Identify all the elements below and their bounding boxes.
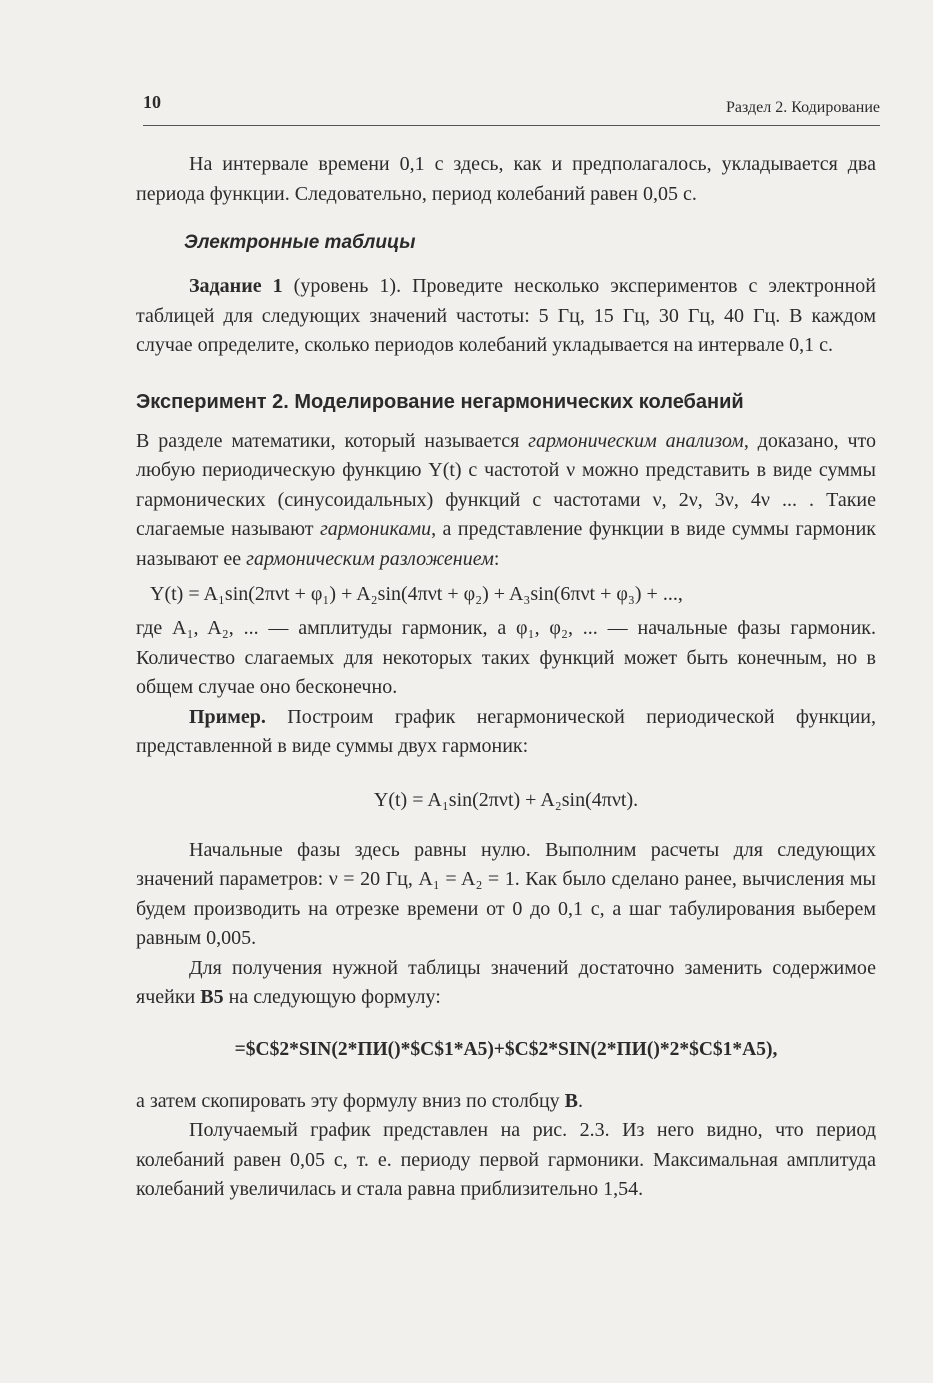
where-paragraph: где A₁, A₂, ... — амплитуды гармоник, а φ₁, φ₂, ... — начальные фазы гармоник. Количество слагаемых для некоторых таких функций может быть конечным, но в общем случае оно бесконечно.	[136, 617, 876, 698]
text-run: а затем скопировать эту формулу вниз по столбцу	[136, 1089, 565, 1112]
term-decomposition: гармоническим разложением	[246, 547, 494, 570]
fourier-series-formula: Y(t) = A₁sin(2πνt + φ₁) + A₂sin(4πνt + φ₂) + A₃sin(6πνt + φ₃) + ...,	[150, 583, 683, 605]
example-paragraph	[136, 703, 876, 762]
section-heading-spreadsheets: Электронные таблицы	[184, 232, 416, 253]
two-harmonics-formula: Y(t) = A₁sin(2πνt) + A₂sin(4πνt).	[373, 788, 639, 811]
text-run: Для получения нужной таблицы значений достаточно заменить содержимое ячейки	[136, 956, 876, 1008]
text-run: на следующую формулу:	[223, 986, 441, 1008]
task-label: Задание 1	[189, 275, 283, 297]
text-run: В разделе математики, который называется	[136, 429, 529, 452]
harmonic-analysis-paragraph	[136, 427, 876, 575]
example-label: Пример.	[189, 705, 266, 728]
page-number: 10	[143, 92, 161, 112]
intro-paragraph: На интервале времени 0,1 с здесь, как и предполагалось, укладывается два периода функции. Следовательно, период колебаний равен 0,05 с.	[136, 153, 876, 205]
text-run: .	[578, 1089, 584, 1112]
table-paragraph	[136, 954, 876, 1013]
text-run: , а представление функции в виде суммы гармоник называют ее	[136, 518, 876, 570]
task-paragraph	[136, 272, 876, 361]
text-run: , доказано, что любую периодическую функцию Y(t) с частотой ν можно представить в виде суммы гармонических (синусоидальных) функций с частотами ν, 2ν, 3ν, 4ν ... . Такие слагаемые называют	[136, 429, 877, 540]
result-paragraph: Получаемый график представлен на рис. 2.3. Из него видно, что период колебаний равен 0,05 с, т. е. периоду первой гармоники. Максимальная амплитуда колебаний увеличилась и стала равна приблизительно 1,54.	[136, 1119, 876, 1200]
running-title: Раздел 2. Кодирование	[725, 99, 880, 116]
spreadsheet-formula: =$C$2*SIN(2*ПИ()*$C$1*A5)+$C$2*SIN(2*ПИ()*2*$C$1*A5),	[234, 1038, 778, 1060]
page-body	[136, 150, 876, 1205]
experiment-heading: Эксперимент 2. Моделирование негармонических колебаний	[136, 390, 744, 413]
cell-reference: B5	[200, 986, 224, 1008]
column-reference: B	[564, 1089, 579, 1112]
text-run: :	[493, 547, 500, 570]
copy-paragraph	[136, 1087, 876, 1117]
phases-paragraph: Начальные фазы здесь равны нулю. Выполним расчеты для следующих значений параметров: ν = 20 Гц, A₁ = A₂ = 1. Как было сделано ранее, вычисления мы будем производить на отрезке времени от 0 до 0,1 с, а шаг табулирования выберем равным 0,005.	[136, 838, 876, 949]
header-divider	[143, 125, 880, 126]
term-harmonic-analysis: гармоническим анализом	[528, 429, 744, 452]
example-text: Построим график негармонической периодической функции, представленной в виде суммы двух гармоник:	[136, 705, 876, 757]
term-harmonics: гармониками	[319, 518, 432, 540]
task-text: (уровень 1). Проведите несколько экспериментов с электронной таблицей для следующих значений частоты: 5 Гц, 15 Гц, 30 Гц, 40 Гц. В каждом случае определите, сколько периодов колебаний укладывается на интервале 0,1 с.	[136, 275, 876, 356]
